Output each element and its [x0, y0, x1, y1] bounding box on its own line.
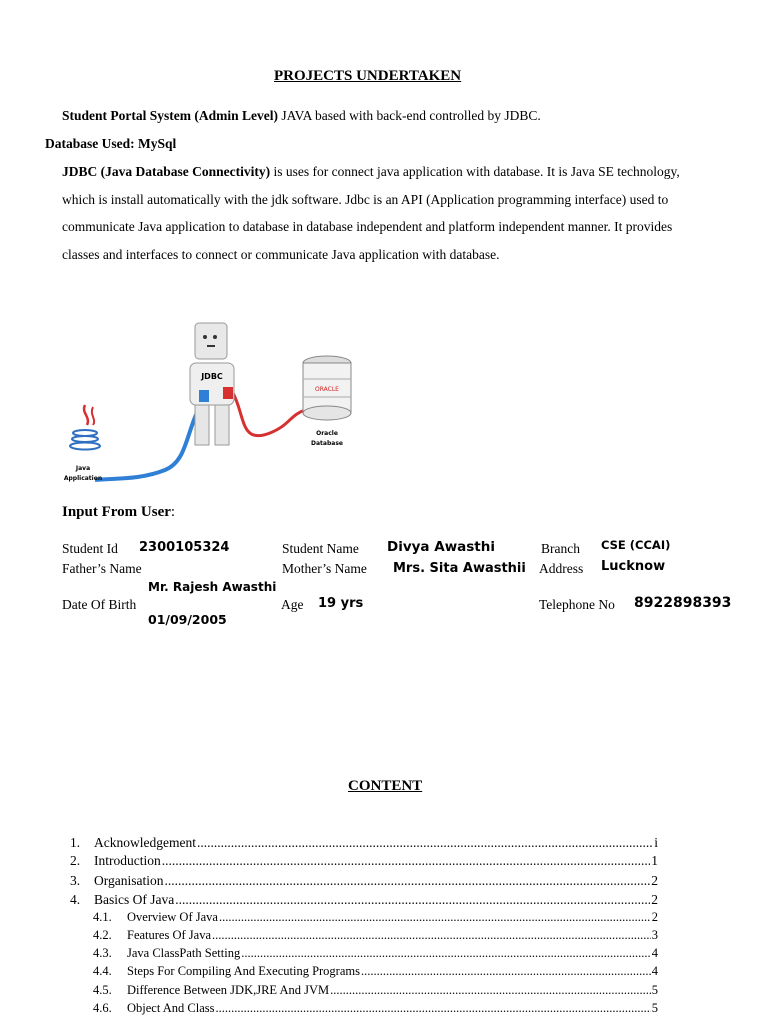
toc-leader	[165, 873, 651, 889]
toc-text: Acknowledgement	[94, 835, 196, 850]
project-name: Student Portal System (Admin Level)	[62, 108, 278, 123]
age-value: 19 yrs	[318, 596, 364, 611]
toc-text: Organisation	[94, 873, 164, 888]
database-used: Database Used: MySql	[45, 136, 177, 151]
toc-page: 5	[651, 983, 658, 997]
toc-page: i	[654, 835, 658, 850]
toc-text: Introduction	[94, 853, 161, 868]
robot-label: JDBC	[201, 372, 223, 381]
toc-number: 1.	[70, 835, 81, 850]
jdbc-robot-icon	[190, 323, 234, 445]
jdbc-term: JDBC (Java Database Connectivity)	[62, 164, 271, 179]
input-heading-text: Input From User	[62, 504, 171, 520]
student-id-label: Student Id	[62, 541, 118, 556]
blue-cable	[95, 395, 207, 480]
toc-leader	[241, 946, 651, 961]
toc-page: 2	[651, 873, 658, 888]
address-value: Lucknow	[601, 559, 666, 574]
age-label: Age	[281, 597, 304, 612]
jdbc-description: is uses for connect java application with database. It is Java SE technology, which is install automatically with the jdk software. Jdbc is an API (Application programming interface) used to communicate Java application to database in database independent and platform independent manner. It provides classes and interfaces to connect or communicate Java application with database.	[62, 164, 680, 262]
telephone-label: Telephone No	[539, 597, 615, 612]
toc-number: 4.3.	[93, 946, 112, 960]
toc-number: 4.	[70, 892, 81, 907]
toc-page: 4	[651, 946, 658, 960]
toc-subitem[interactable]	[93, 946, 658, 961]
telephone-value: 8922898393	[634, 595, 732, 611]
input-heading	[62, 504, 175, 521]
student-name-value: Divya Awasthi	[387, 539, 495, 555]
toc-leader	[216, 1001, 651, 1016]
toc-leader	[175, 892, 650, 908]
toc-text: Overview Of Java	[127, 910, 218, 924]
toc-leader	[361, 964, 651, 979]
toc-text: Difference Between JDK,JRE And JVM	[127, 983, 330, 997]
toc-number: 4.1.	[93, 910, 112, 924]
toc-text: Object And Class	[127, 1001, 215, 1015]
content-title: CONTENT	[348, 778, 423, 794]
toc-number: 4.6.	[93, 1001, 112, 1015]
toc-leader	[162, 853, 651, 869]
project-line	[62, 108, 541, 124]
toc-page: 1	[651, 853, 658, 868]
toc-number: 2.	[70, 853, 81, 868]
toc-subitem[interactable]	[93, 964, 658, 979]
toc-number: 4.4.	[93, 964, 112, 978]
mother-name-value: Mrs. Sita Awasthii	[393, 561, 526, 576]
student-id-value: 2300105324	[139, 540, 230, 555]
projects-title: PROJECTS UNDERTAKEN	[274, 68, 462, 84]
toc-text: Java ClassPath Setting	[127, 946, 241, 960]
toc-item-basics-of-java[interactable]	[70, 892, 658, 908]
dob-value: 01/09/2005	[148, 612, 227, 627]
toc-subitem[interactable]	[93, 928, 658, 943]
toc-page: 4	[651, 964, 658, 978]
dob-label: Date Of Birth	[62, 597, 137, 612]
toc-item-introduction[interactable]	[70, 853, 658, 869]
toc-item-organisation[interactable]	[70, 873, 658, 889]
toc-leader	[219, 910, 651, 925]
db-label-1: Oracle	[316, 430, 338, 437]
oracle-logo: ORACLE	[315, 386, 339, 393]
toc-page: 3	[651, 928, 658, 942]
toc-subitem[interactable]	[93, 983, 658, 998]
student-name-label: Student Name	[282, 541, 359, 556]
toc-item-acknowledgement[interactable]	[70, 835, 658, 851]
toc-leader	[197, 835, 653, 851]
address-label: Address	[539, 561, 584, 576]
toc-subitem[interactable]	[93, 1001, 658, 1016]
jdbc-paragraph	[62, 158, 710, 268]
toc-leader	[212, 928, 651, 943]
oracle-database-icon	[303, 356, 351, 447]
mother-name-label: Mother’s Name	[282, 561, 367, 576]
red-cable	[233, 393, 305, 436]
father-name-value: Mr. Rajesh Awasthi	[148, 580, 277, 594]
toc-page: 2	[651, 910, 658, 924]
toc-text: Features Of Java	[127, 928, 211, 942]
input-heading-colon: :	[170, 504, 176, 520]
toc-number: 3.	[70, 873, 81, 888]
branch-label: Branch	[541, 541, 580, 556]
father-name-label: Father’s Name	[62, 561, 142, 576]
java-logo-icon	[64, 405, 102, 482]
project-description: JAVA based with back-end controlled by JDBC.	[278, 108, 541, 123]
java-label-2: Application	[63, 475, 103, 482]
toc-subitem[interactable]	[93, 910, 658, 925]
toc-text: Basics Of Java	[94, 892, 175, 907]
toc-page: 5	[651, 1001, 658, 1015]
toc-text: Steps For Compiling And Executing Programs	[127, 964, 360, 978]
db-label-2: Database	[311, 440, 343, 447]
toc-page: 2	[651, 892, 658, 907]
branch-value: CSE (CCAI)	[601, 538, 671, 552]
toc-number: 4.5.	[93, 983, 112, 997]
toc-leader	[330, 983, 651, 998]
jdbc-diagram	[55, 315, 365, 490]
java-label-1: Java	[75, 465, 91, 472]
toc-number: 4.2.	[93, 928, 112, 942]
